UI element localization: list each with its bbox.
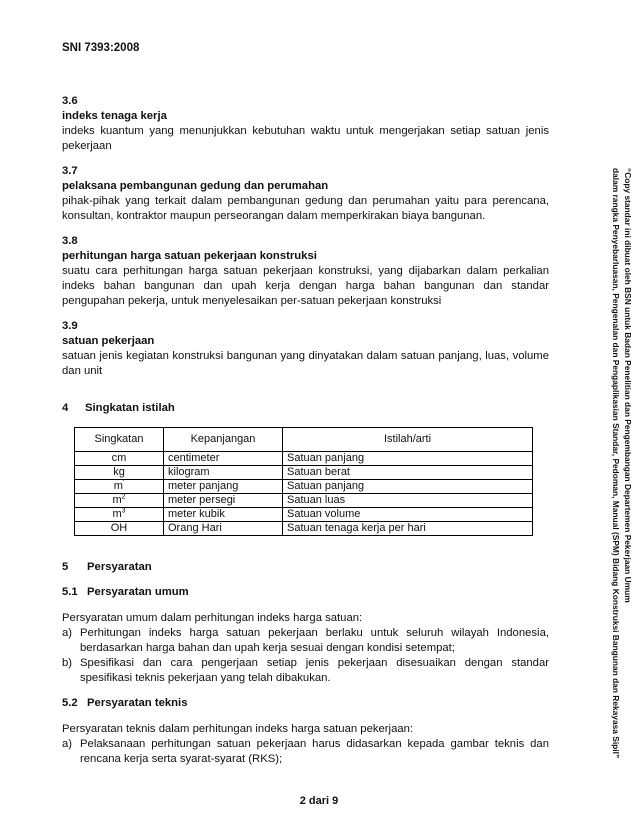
- table-row: [75, 508, 533, 522]
- long-form-cell: meter persegi: [164, 494, 283, 508]
- meaning-cell: Satuan luas: [283, 494, 533, 508]
- definition-term: perhitungan harga satuan pekerjaan konstruksi: [62, 250, 317, 262]
- long-form-cell: meter kubik: [164, 508, 283, 522]
- abbr-cell: OH: [75, 522, 164, 536]
- section-number: 5.1: [62, 586, 78, 598]
- list-item: [62, 737, 549, 767]
- copyright-watermark: [594, 168, 634, 759]
- document-id: SNI 7393:2008: [62, 42, 140, 54]
- abbreviation-table: [74, 427, 533, 536]
- definition-term: indeks tenaga kerja: [62, 110, 167, 122]
- definition-text: pihak-pihak yang terkait dalam pembangunan gedung dan perumahan yaitu para perencana, konsultan, kontraktor maupun perseorangan dalam memperkirakan biaya bangunan.: [62, 195, 549, 222]
- definition-number: 3.7: [62, 165, 78, 177]
- table-row: [75, 480, 533, 494]
- section-title: Singkatan istilah: [85, 402, 175, 414]
- section-5-1-list: [62, 626, 549, 686]
- definition-number: 3.9: [62, 320, 78, 332]
- section-title: Persyaratan teknis: [87, 697, 188, 709]
- section-title: Persyaratan: [87, 561, 152, 573]
- definition-term: satuan pekerjaan: [62, 335, 155, 347]
- meaning-cell: Satuan berat: [283, 466, 533, 480]
- abbr-cell: $m^2$: [75, 494, 164, 508]
- table-row: [75, 494, 533, 508]
- table-header-row: [75, 428, 533, 452]
- abbr-cell: cm: [75, 452, 164, 466]
- list-item-text: Pelaksanaan perhitungan satuan pekerjaan harus didasarkan kepada gambar teknis dan rencana kerja serta syarat-syarat (RKS);: [80, 738, 549, 765]
- column-header: Istilah/arti: [283, 428, 533, 452]
- list-marker: a): [62, 738, 73, 750]
- list-item: [62, 626, 549, 656]
- section-5-2-list: [62, 737, 549, 767]
- definition-term: pelaksana pembangunan gedung dan perumahan: [62, 180, 329, 192]
- meaning-cell: Satuan panjang: [283, 452, 533, 466]
- section-title: Persyaratan umum: [87, 586, 189, 598]
- abbr-cell: m': [75, 480, 164, 494]
- table-row: [75, 452, 533, 466]
- section-5-heading: [62, 560, 549, 575]
- list-item-text: Perhitungan indeks harga satuan pekerjaan berlaku untuk seluruh wilayah Indonesia, berdasarkan harga bahan dan upah kerja sesuai dengan kondisi setempat;: [80, 627, 549, 654]
- meaning-cell: Satuan volume: [283, 508, 533, 522]
- long-form-cell: Orang Hari: [164, 522, 283, 536]
- definition-3-7: [62, 164, 549, 224]
- watermark-line: dalam rangka Penyebarluasan, Pengenalan dan Pengaplikasian Standar, Pedoman, Manual (SPM) Bidang Konstruksi Bangunan dan Rekayasa Sipil”: [611, 168, 621, 759]
- section-5-2-heading: [62, 696, 549, 711]
- section-number: 5: [62, 561, 69, 573]
- definition-number: 3.8: [62, 235, 78, 247]
- long-form-cell: kilogram: [164, 466, 283, 480]
- section-5-1-heading: [62, 585, 549, 600]
- list-marker: a): [62, 627, 73, 639]
- definition-number: 3.6: [62, 95, 78, 107]
- abbr-cell: kg: [75, 466, 164, 480]
- abbr-cell: $m^3$: [75, 508, 164, 522]
- long-form-cell: meter panjang: [164, 480, 283, 494]
- list-item: [62, 656, 549, 686]
- long-form-cell: centimeter: [164, 452, 283, 466]
- list-marker: b): [62, 657, 73, 669]
- section-number: 4: [62, 402, 69, 414]
- section-4-heading: [62, 401, 549, 416]
- column-header: Singkatan: [75, 428, 164, 452]
- list-item-text: Spesifikasi dan cara pengerjaan setiap jenis pekerjaan disesuaikan dengan standar spesifikasi teknis pekerjaan yang telah dibakukan.: [80, 657, 549, 684]
- definition-3-8: [62, 234, 549, 309]
- column-header: Kepanjangan: [164, 428, 283, 452]
- definition-text: indeks kuantum yang menunjukkan kebutuhan waktu untuk mengerjakan setiap satuan jenis pekerjaan: [62, 125, 549, 152]
- section-5-1-intro: Persyaratan umum dalam perhitungan indeks harga satuan:: [62, 612, 363, 624]
- definition-3-6: [62, 94, 549, 154]
- page-content: [62, 94, 549, 767]
- section-number: 5.2: [62, 697, 78, 709]
- definition-text: suatu cara perhitungan harga satuan pekerjaan konstruksi, yang dijabarkan dalam perkalian indeks bahan bangunan dan upah kerja dengan harga bahan bangunan dan standar pengupahan pekerja, untuk menyelesaikan per-satuan pekerjaan konstruksi: [62, 265, 549, 307]
- table-row: [75, 522, 533, 536]
- page-number: 2 dari 9: [299, 795, 339, 807]
- section-5-2-intro: Persyaratan teknis dalam perhitungan indeks harga satuan pekerjaan:: [62, 723, 414, 735]
- watermark-line: “Copy standar ini dibuat oleh BSN untuk Badan Penelitian dan Pengembangan Departemen Pekerjaan Umum: [623, 168, 633, 603]
- definition-text: satuan jenis kegiatan konstruksi bangunan yang dinyatakan dalam satuan panjang, luas, volume dan unit: [62, 350, 549, 377]
- definition-3-9: [62, 319, 549, 379]
- table-row: [75, 466, 533, 480]
- meaning-cell: Satuan panjang: [283, 480, 533, 494]
- meaning-cell: Satuan tenaga kerja per hari: [283, 522, 533, 536]
